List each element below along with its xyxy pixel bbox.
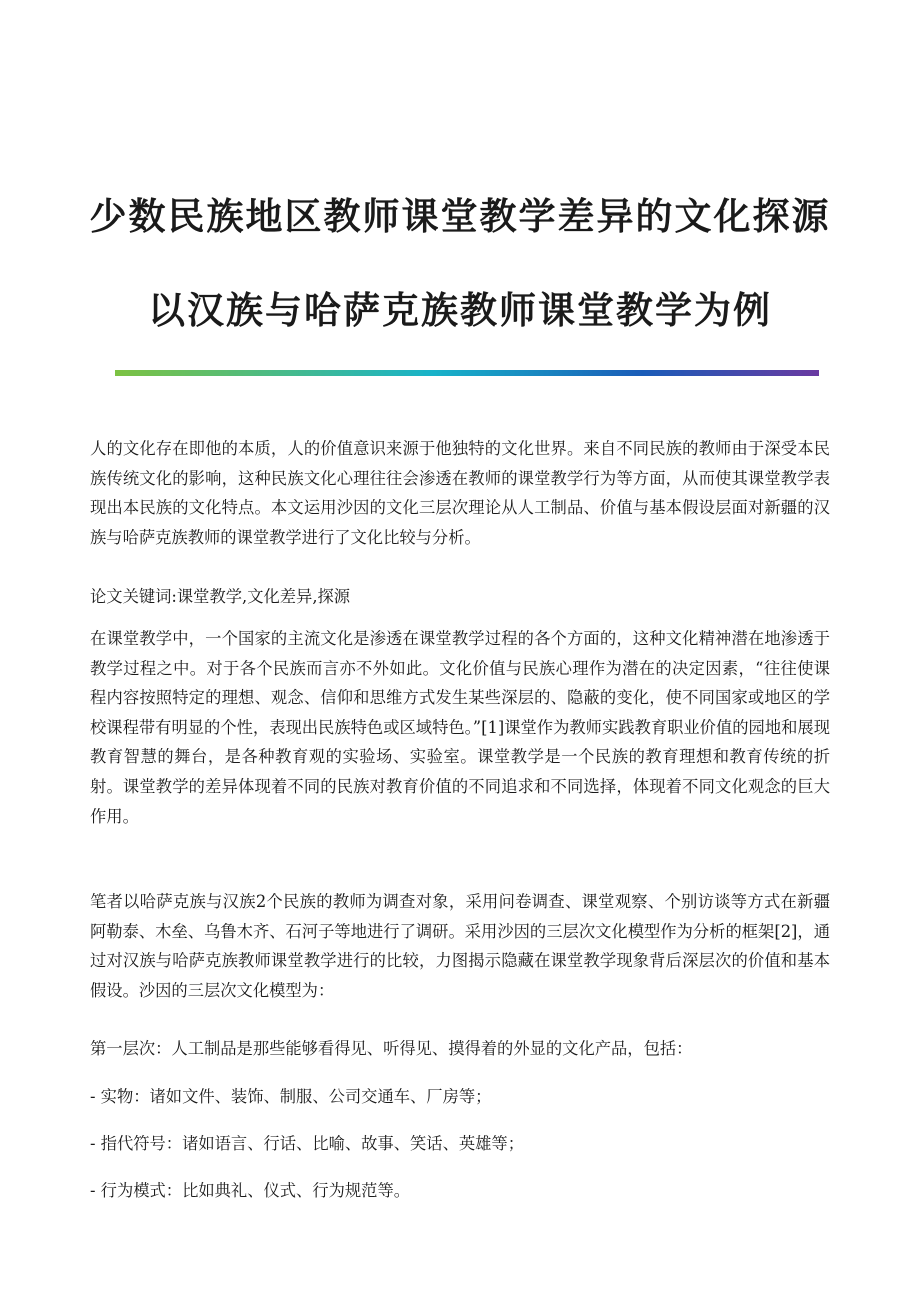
- list-item-behaviors: - 行为模式：比如典礼、仪式、行为规范等。: [90, 1181, 411, 1200]
- document-title-line-1: 少数民族地区教师课堂教学差异的文化探源: [89, 194, 831, 238]
- body-paragraph-2: 笔者以哈萨克族与汉族2个民族的教师为调查对象，采用问卷调查、课堂观察、个别访谈等方式在新疆阿勒泰、木垒、乌鲁木齐、石河子等地进行了调研。采用沙因的三层次文化模型作为分析的框架[2]，通过对汉族与哈萨克族教师课堂教学进行的比较，力图揭示隐藏在课堂教学现象背后深层次的价值和基本假设。沙因的三层次文化模型为：: [90, 892, 830, 1000]
- body-paragraph-1: 在课堂教学中，一个国家的主流文化是渗透在课堂教学过程的各个方面的，这种文化精神潜在地渗透于教学过程之中。对于各个民族而言亦不外如此。文化价值与民族心理作为潜在的决定因素，“往往使课程内容按照特定的理想、观念、信仰和思维方式发生某些深层的、隐蔽的变化，使不同国家或地区的学校课程带有明显的个性，表现出民族特色或区域特色。”[1]课堂作为教师实践教育职业价值的园地和展现教育智慧的舞台，是各种教育观的实验场、实验室。课堂教学是一个民族的教育理想和教育传统的折射。课堂教学的差异体现着不同的民族对教育价值的不同追求和不同选择，体现着不同文化观念的巨大作用。: [90, 629, 830, 826]
- title-divider: [115, 370, 819, 376]
- abstract-paragraph: 人的文化存在即他的本质，人的价值意识来源于他独特的文化世界。来自不同民族的教师由于深受本民族传统文化的影响，这种民族文化心理往往会渗透在教师的课堂教学行为等方面，从而使其课堂教学表现出本民族的文化特点。本文运用沙因的文化三层次理论从人工制品、价值与基本假设层面对新疆的汉族与哈萨克族教师的课堂教学进行了文化比较与分析。: [90, 439, 830, 547]
- keywords-line: 论文关键词:课堂教学,文化差异,探源: [90, 587, 351, 606]
- level-one-heading: 第一层次：人工制品是那些能够看得见、听得见、摸得着的外显的文化产品，包括：: [90, 1039, 693, 1058]
- document-title-line-2: 以汉族与哈萨克族教师课堂教学为例: [148, 288, 772, 332]
- list-item-symbols: - 指代符号：诸如语言、行话、比喻、故事、笑话、英雄等；: [90, 1134, 524, 1153]
- list-item-objects: - 实物：诸如文件、装饰、制服、公司交通车、厂房等；: [90, 1087, 492, 1106]
